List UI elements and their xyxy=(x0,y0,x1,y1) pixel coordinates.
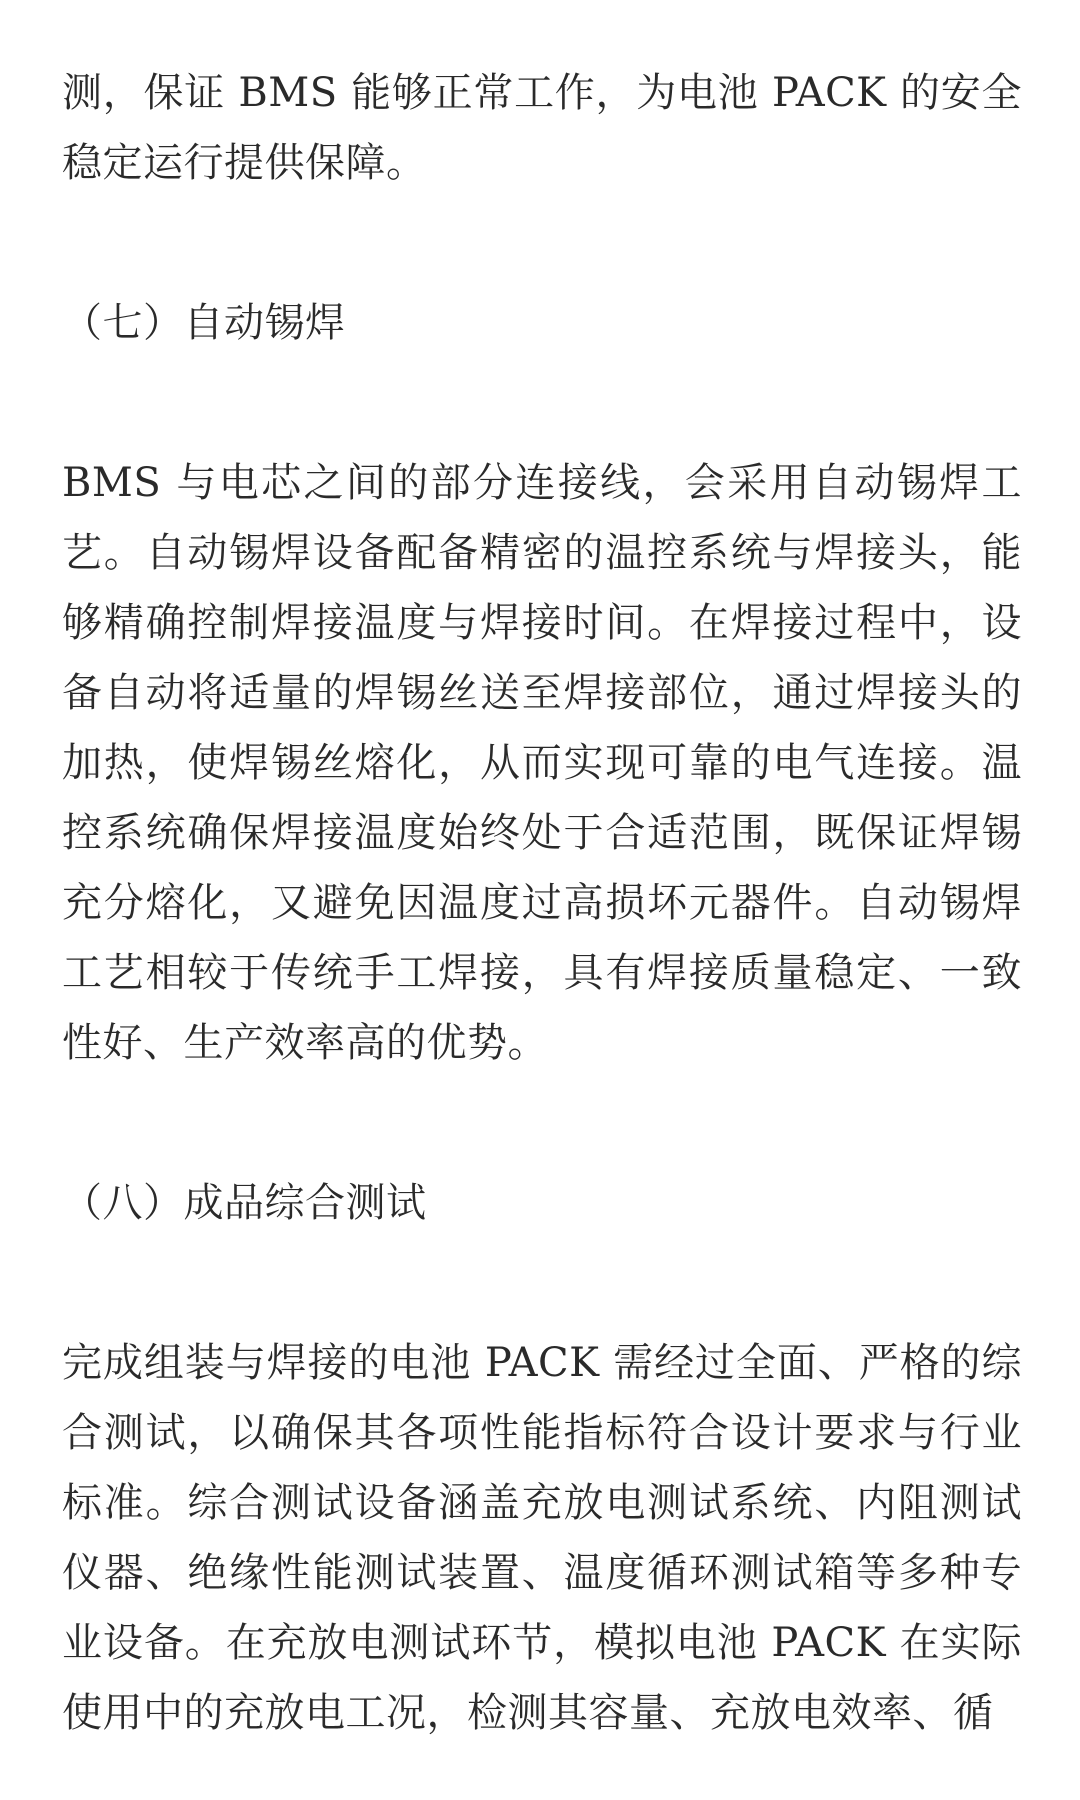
spacer xyxy=(62,1078,1022,1168)
spacer xyxy=(62,198,1022,288)
section-8-paragraph: 完成组装与焊接的电池 PACK 需经过全面、严格的综合测试，以确保其各项性能指标符合设计要求与行业标准。综合测试设备涵盖充放电测试系统、内阻测试仪器、绝缘性能测试装置、温度循环测试箱等多种专业设备。在充放电测试环节，模拟电池 PACK 在实际使用中的充放电工况，检测其容量、充放电效率、循 xyxy=(62,1340,1022,1736)
spacer xyxy=(62,358,1022,448)
section-7-paragraph: BMS 与电芯之间的部分连接线，会采用自动锡焊工艺。自动锡焊设备配备精密的温控系统与焊接头，能够精确控制焊接温度与焊接时间。在焊接过程中，设备自动将适量的焊锡丝送至焊接部位，通过焊接头的加热，使焊锡丝熔化，从而实现可靠的电气连接。温控系统确保焊接温度始终处于合适范围，既保证焊锡充分熔化，又避免因温度过高损坏元器件。自动锡焊工艺相较于传统手工焊接，具有焊接质量稳定、一致性好、生产效率高的优势。 xyxy=(62,460,1022,1066)
section-7-heading: （七）自动锡焊 xyxy=(62,300,346,346)
intro-paragraph: 测，保证 BMS 能够正常工作，为电池 PACK 的安全稳定运行提供保障。 xyxy=(62,70,1022,186)
spacer xyxy=(62,1238,1022,1328)
article-body xyxy=(62,58,1022,1748)
section-8-heading: （八）成品综合测试 xyxy=(62,1180,427,1226)
